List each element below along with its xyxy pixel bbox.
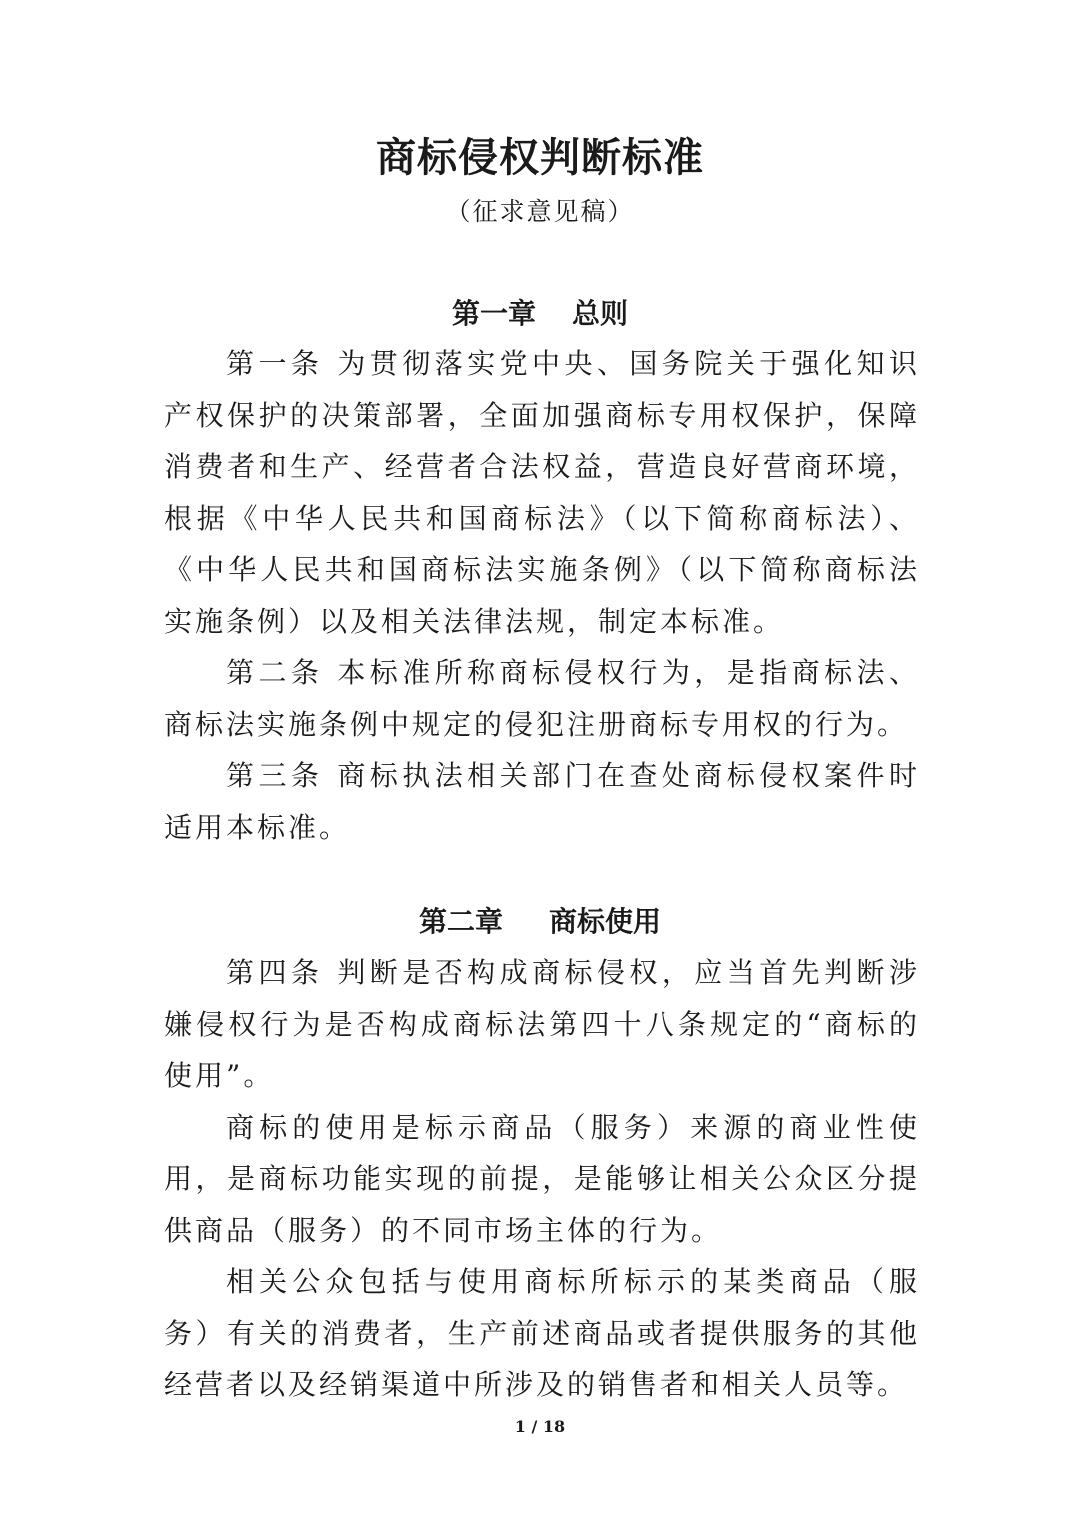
- article-4-label: 第四条: [226, 956, 324, 989]
- chapter-1-body: [164, 338, 920, 853]
- chapter-2-number: 第二章: [418, 905, 503, 938]
- page-number: 1 / 18: [514, 1417, 566, 1436]
- article-3-label: 第三条: [226, 759, 324, 792]
- chapter-1-name: 总则: [572, 297, 629, 330]
- article-3: [164, 750, 920, 853]
- article-3-text: 商标执法相关部门在查处商标侵权案件时适用本标准。: [164, 759, 920, 844]
- chapter-2-name: 商标使用: [549, 905, 662, 938]
- article-2-text: 本标准所称商标侵权行为，是指商标法、商标法实施条例中规定的侵犯注册商标专用权的行为。: [164, 656, 920, 741]
- article-2-label: 第二条: [226, 656, 324, 689]
- article-4-paragraph-1: 商标的使用是标示商品（服务）来源的商业性使用，是商标功能实现的前提，是能够让相关公众区分提供商品（服务）的不同市场主体的行为。: [164, 1110, 920, 1247]
- document-title: 商标侵权判断标准: [376, 134, 704, 181]
- chapter-1-number: 第一章: [451, 297, 536, 330]
- article-4-text: 判断是否构成商标侵权，应当首先判断涉嫌侵权行为是否构成商标法第四十八条规定的“商标的使用”。: [164, 956, 920, 1092]
- chapter-2-body: [164, 947, 920, 1411]
- document-subtitle: （征求意见稿）: [445, 197, 635, 226]
- chapter-2-heading: [0, 902, 1080, 942]
- chapter-1-heading: [0, 294, 1080, 334]
- article-2: [164, 647, 920, 750]
- article-1-label: 第一条: [226, 347, 324, 380]
- article-1: [164, 338, 920, 647]
- article-4-paragraph-2: 相关公众包括与使用商标所标示的某类商品（服务）有关的消费者，生产前述商品或者提供服务的其他经营者以及经销渠道中所涉及的销售者和相关人员等。: [164, 1265, 920, 1401]
- article-1-text: 为贯彻落实党中央、国务院关于强化知识产权保护的决策部署，全面加强商标专用权保护，保障消费者和生产、经营者合法权益，营造良好营商环境，根据《中华人民共和国商标法》（以下简称商标法）、《中华人民共和国商标法实施条例》（以下简称商标法实施条例）以及相关法律法规，制定本标准。: [164, 347, 920, 638]
- article-4: [164, 947, 920, 1102]
